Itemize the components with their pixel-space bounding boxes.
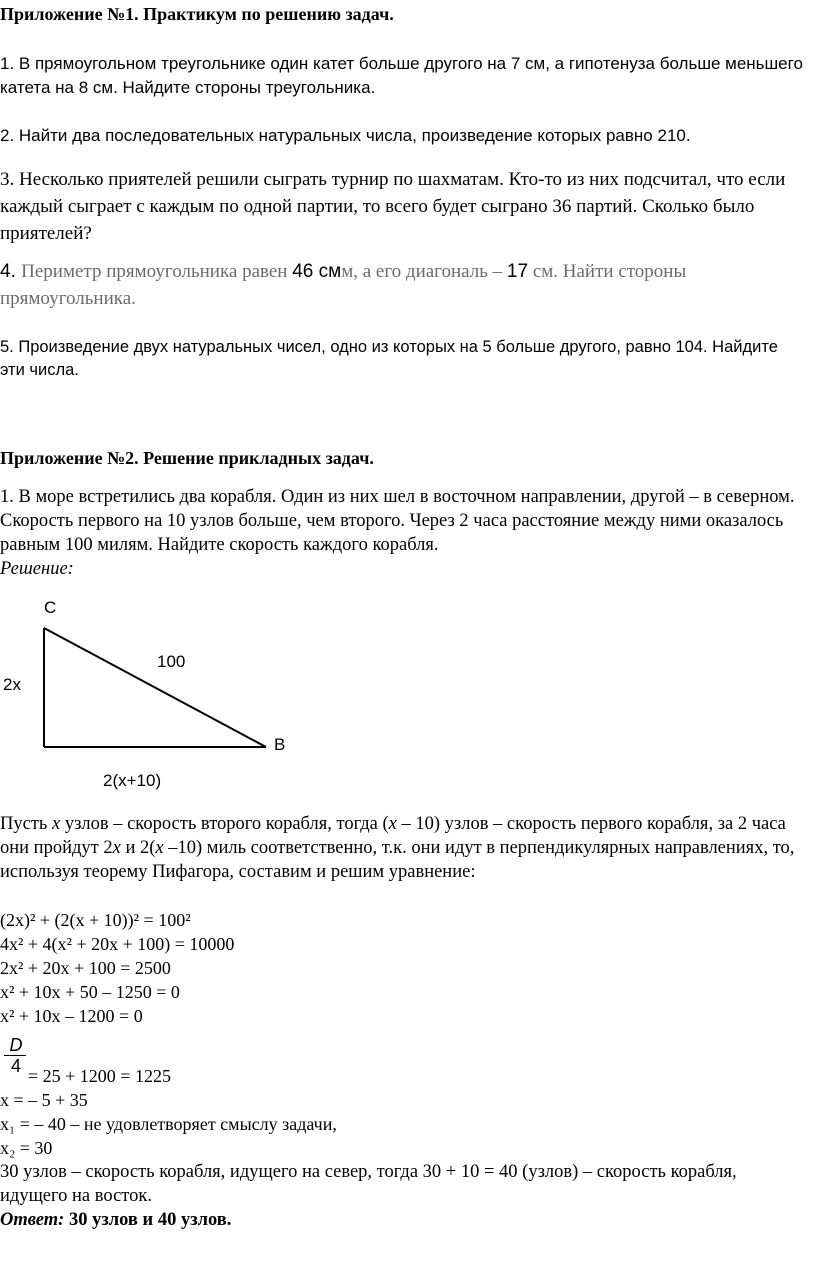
task4-number: 4. bbox=[0, 261, 22, 282]
appendix2-task-1: 1. В море встретились два корабля. Один из них шел в восточном направлении, другой – в северном. Скорость первого на 10 узлов больше, чем второго. Через 2 часа расстояние между ними оказалось равным 100 милям. Найдите скорость каждого корабля. bbox=[0, 487, 795, 555]
fraction-numerator: D bbox=[9, 1035, 23, 1055]
vertex-c-label: C bbox=[44, 598, 57, 617]
equation-3: 2x² + 20x + 100 = 2500 bbox=[0, 958, 171, 978]
appendix1-task-5: 5. Произведение двух натуральных чисел, одно из которых на 5 больше другого, равно 104. Найдите эти числа. bbox=[0, 338, 778, 379]
appendix1-heading: Приложение №1. Практикум по решению задач. bbox=[0, 4, 394, 24]
equation-1: (2x)² + (2(x + 10))² = 100² bbox=[0, 910, 191, 930]
task4-text-1: Периметр прямоугольника равен bbox=[21, 261, 293, 282]
solution-label: Решение: bbox=[0, 559, 74, 579]
task4-perimeter-value: 46 см bbox=[292, 261, 342, 282]
triangle-figure bbox=[0, 590, 310, 800]
equation-8: x₁ = – 40 – не удовлетворяет смыслу задачи, bbox=[0, 1114, 337, 1134]
equation-5: x² + 10x – 1200 = 0 bbox=[0, 1006, 143, 1026]
task4-diagonal-value: 17 bbox=[506, 261, 529, 282]
task4-text-3: см. Найти стороны прямоугольника. bbox=[0, 261, 687, 309]
solution-conclusion: 30 узлов – скорость корабля, идущего на север, тогда 30 + 10 = 40 (узлов) – скорость корабля, идущего на восток. bbox=[0, 1162, 737, 1206]
appendix1-task-4 bbox=[0, 258, 790, 312]
appendix1-task-1: 1. В прямоугольном треугольнике один катет больше другого на 7 см, а гипотенуза больше меньшего катета на 8 см. Найдите стороны треугольника. bbox=[0, 54, 803, 97]
horizontal-leg-label: 2(x+10) bbox=[103, 771, 162, 790]
hypotenuse bbox=[44, 628, 266, 747]
equation-9: x₂ = 30 bbox=[0, 1138, 53, 1158]
fraction-denominator: 4 bbox=[10, 1056, 21, 1076]
equation-4: x² + 10x + 50 – 1250 = 0 bbox=[0, 982, 180, 1002]
hypotenuse-label: 100 bbox=[157, 652, 186, 671]
equation-2: 4x² + 4(x² + 20x + 100) = 10000 bbox=[0, 934, 235, 954]
appendix1-task-3: 3. Несколько приятелей решили сыграть турнир по шахматам. Кто-то из них подсчитал, что если каждый сыграет с каждым по одной партии, то всего будет сыграно 36 партий. Сколько было приятелей? bbox=[0, 169, 786, 244]
answer-label: Ответ: bbox=[0, 1210, 65, 1230]
discriminant-fraction bbox=[4, 1035, 28, 1076]
vertex-b-label: B bbox=[274, 735, 286, 754]
answer-line bbox=[0, 1208, 812, 1232]
equation-7: x = – 5 + 35 bbox=[0, 1090, 88, 1110]
appendix1-task-2: 2. Найти два последовательных натуральных числа, произведение которых равно 210. bbox=[0, 126, 691, 145]
answer-text: 30 узлов и 40 узлов. bbox=[64, 1210, 232, 1230]
vertical-leg-label: 2x bbox=[3, 675, 21, 694]
task4-text-2: м, а его диагональ – bbox=[341, 261, 507, 282]
equation-6: = 25 + 1200 = 1225 bbox=[28, 1066, 171, 1086]
appendix2-heading: Приложение №2. Решение прикладных задач. bbox=[0, 448, 374, 468]
solution-intro: Пусть x узлов – скорость второго корабля, тогда (x – 10) узлов – скорость первого корабля, за 2 часа они пройдут 2x и 2(x –10) миль соответственно, т.к. они идут в перпендикулярных направлениях, то, используя теорему Пифагора, составим и решим уравнение: bbox=[0, 814, 795, 882]
